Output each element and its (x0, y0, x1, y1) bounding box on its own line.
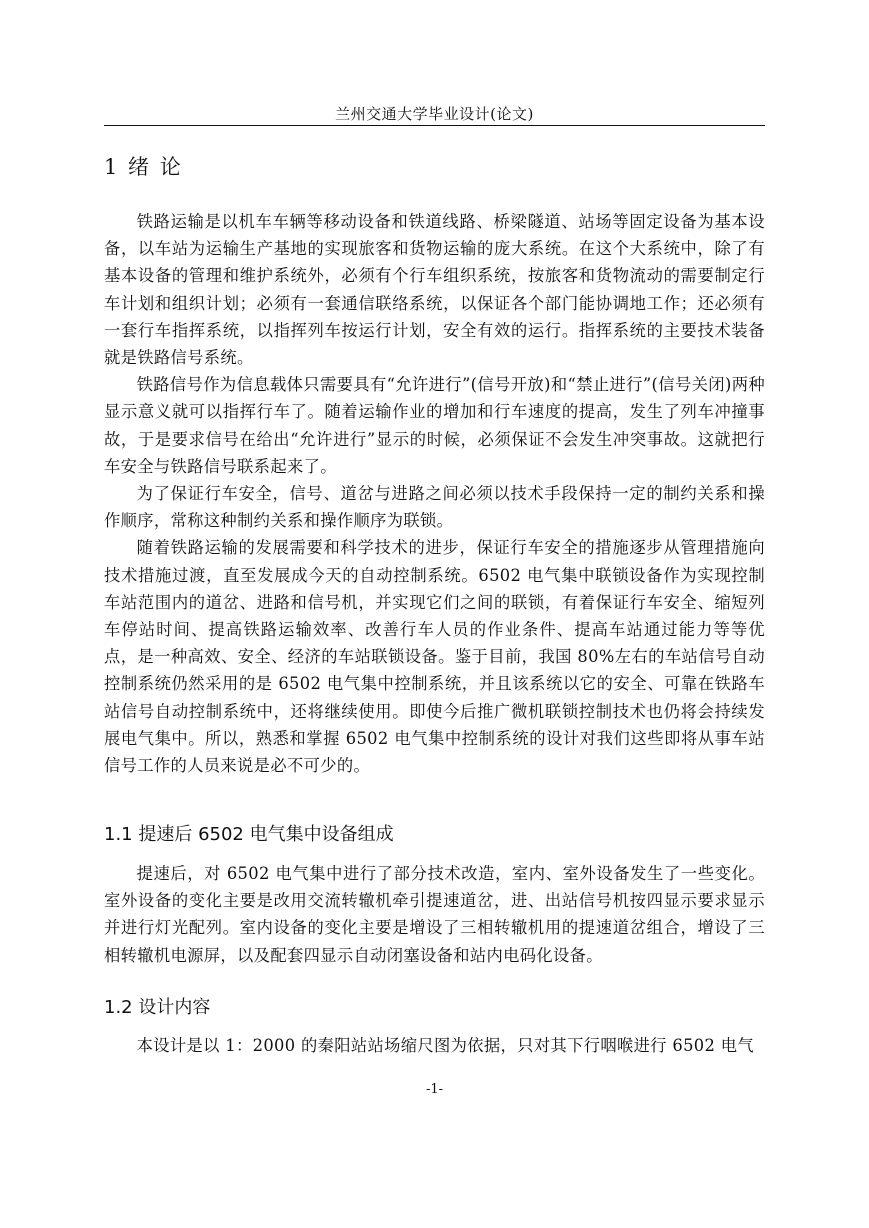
intro-paragraph-4: 随着铁路运输的发展需要和科学技术的进步，保证行车安全的措施逐步从管理措施向技术措施过渡，直至发展成今天的自动控制系统。6502 电气集中联锁设备作为实现控制车站范围内的道岔、进路和信号机，并实现它们之间的联锁，有着保证行车安全、缩短列车停站时间、提高铁路运输效率、改善行车人员的作业条件、提高车站通过能力等等优点，是一种高效、安全、经济的车站联锁设备。鉴于目前，我国 80%左右的车站信号自动控制系统仍然采用的是 6502 电气集中控制系统，并且该系统以它的安全、可靠在铁路车站信号自动控制系统中，还将继续使用。即使今后推广微机联锁控制技术也仍将会持续发展电气集中。所以，熟悉和掌握 6502 电气集中控制系统的设计对我们这些即将从事车站信号工作的人员来说是必不可少的。 (104, 538, 765, 776)
running-header: 兰州交通大学毕业设计(论文) (335, 105, 534, 123)
intro-paragraph-2: 铁路信号作为信息载体只需要具有“允许进行”(信号开放)和“禁止进行”(信号关闭)两种显示意义就可以指挥行车了。随着运输作业的增加和行车速度的提高，发生了列车冲撞事故，于是要求信号在给出“允许进行”显示的时候，必须保证不会发生冲突事故。这就把行车安全与铁路信号联系起来了。 (104, 375, 765, 476)
section-1-1-body (104, 860, 765, 969)
intro-paragraph-3: 为了保证行车安全，信号、道岔与进路之间必须以技术手段保持一定的制约关系和操作顺序，常称这种制约关系和操作顺序为联锁。 (104, 484, 765, 531)
page-number: -1- (425, 1082, 444, 1097)
intro-paragraph-1: 铁路运输是以机车车辆等移动设备和铁道线路、桥梁隧道、站场等固定设备为基本设备，以车站为运输生产基地的实现旅客和货物运输的庞大系统。在这个大系统中，除了有基本设备的管理和维护系统外，必须有个行车组织系统，按旅客和货物流动的需要制定行车计划和组织计划；必须有一套通信联络系统，以保证各个部门能协调地工作；还必须有一套行车指挥系统，以指挥列车按运行计划，安全有效的运行。指挥系统的主要技术装备就是铁路信号系统。 (104, 212, 765, 368)
section-1-1-title: 1.1 提速后 6502 电气集中设备组成 (104, 824, 394, 845)
section-1-2-body (104, 1032, 765, 1059)
section-1-2-title: 1.2 设计内容 (104, 997, 211, 1018)
section-1-1-paragraph: 提速后，对 6502 电气集中进行了部分技术改造，室内、室外设备发生了一些变化。室外设备的变化主要是改用交流转辙机牵引提速道岔，进、出站信号机按四显示要求显示并进行灯光配列。室内设备的变化主要是增设了三相转辙机用的提速道岔组合，增设了三相转辙机电源屏，以及配套四显示自动闭塞设备和站内电码化设备。 (104, 864, 765, 965)
header-rule (104, 125, 765, 126)
intro-section (104, 208, 765, 779)
chapter-title: 1 绪 论 (104, 155, 183, 179)
section-1-2-paragraph: 本设计是以 1：2000 的秦阳站站场缩尺图为依据，只对其下行咽喉进行 6502 电气 (136, 1036, 755, 1055)
